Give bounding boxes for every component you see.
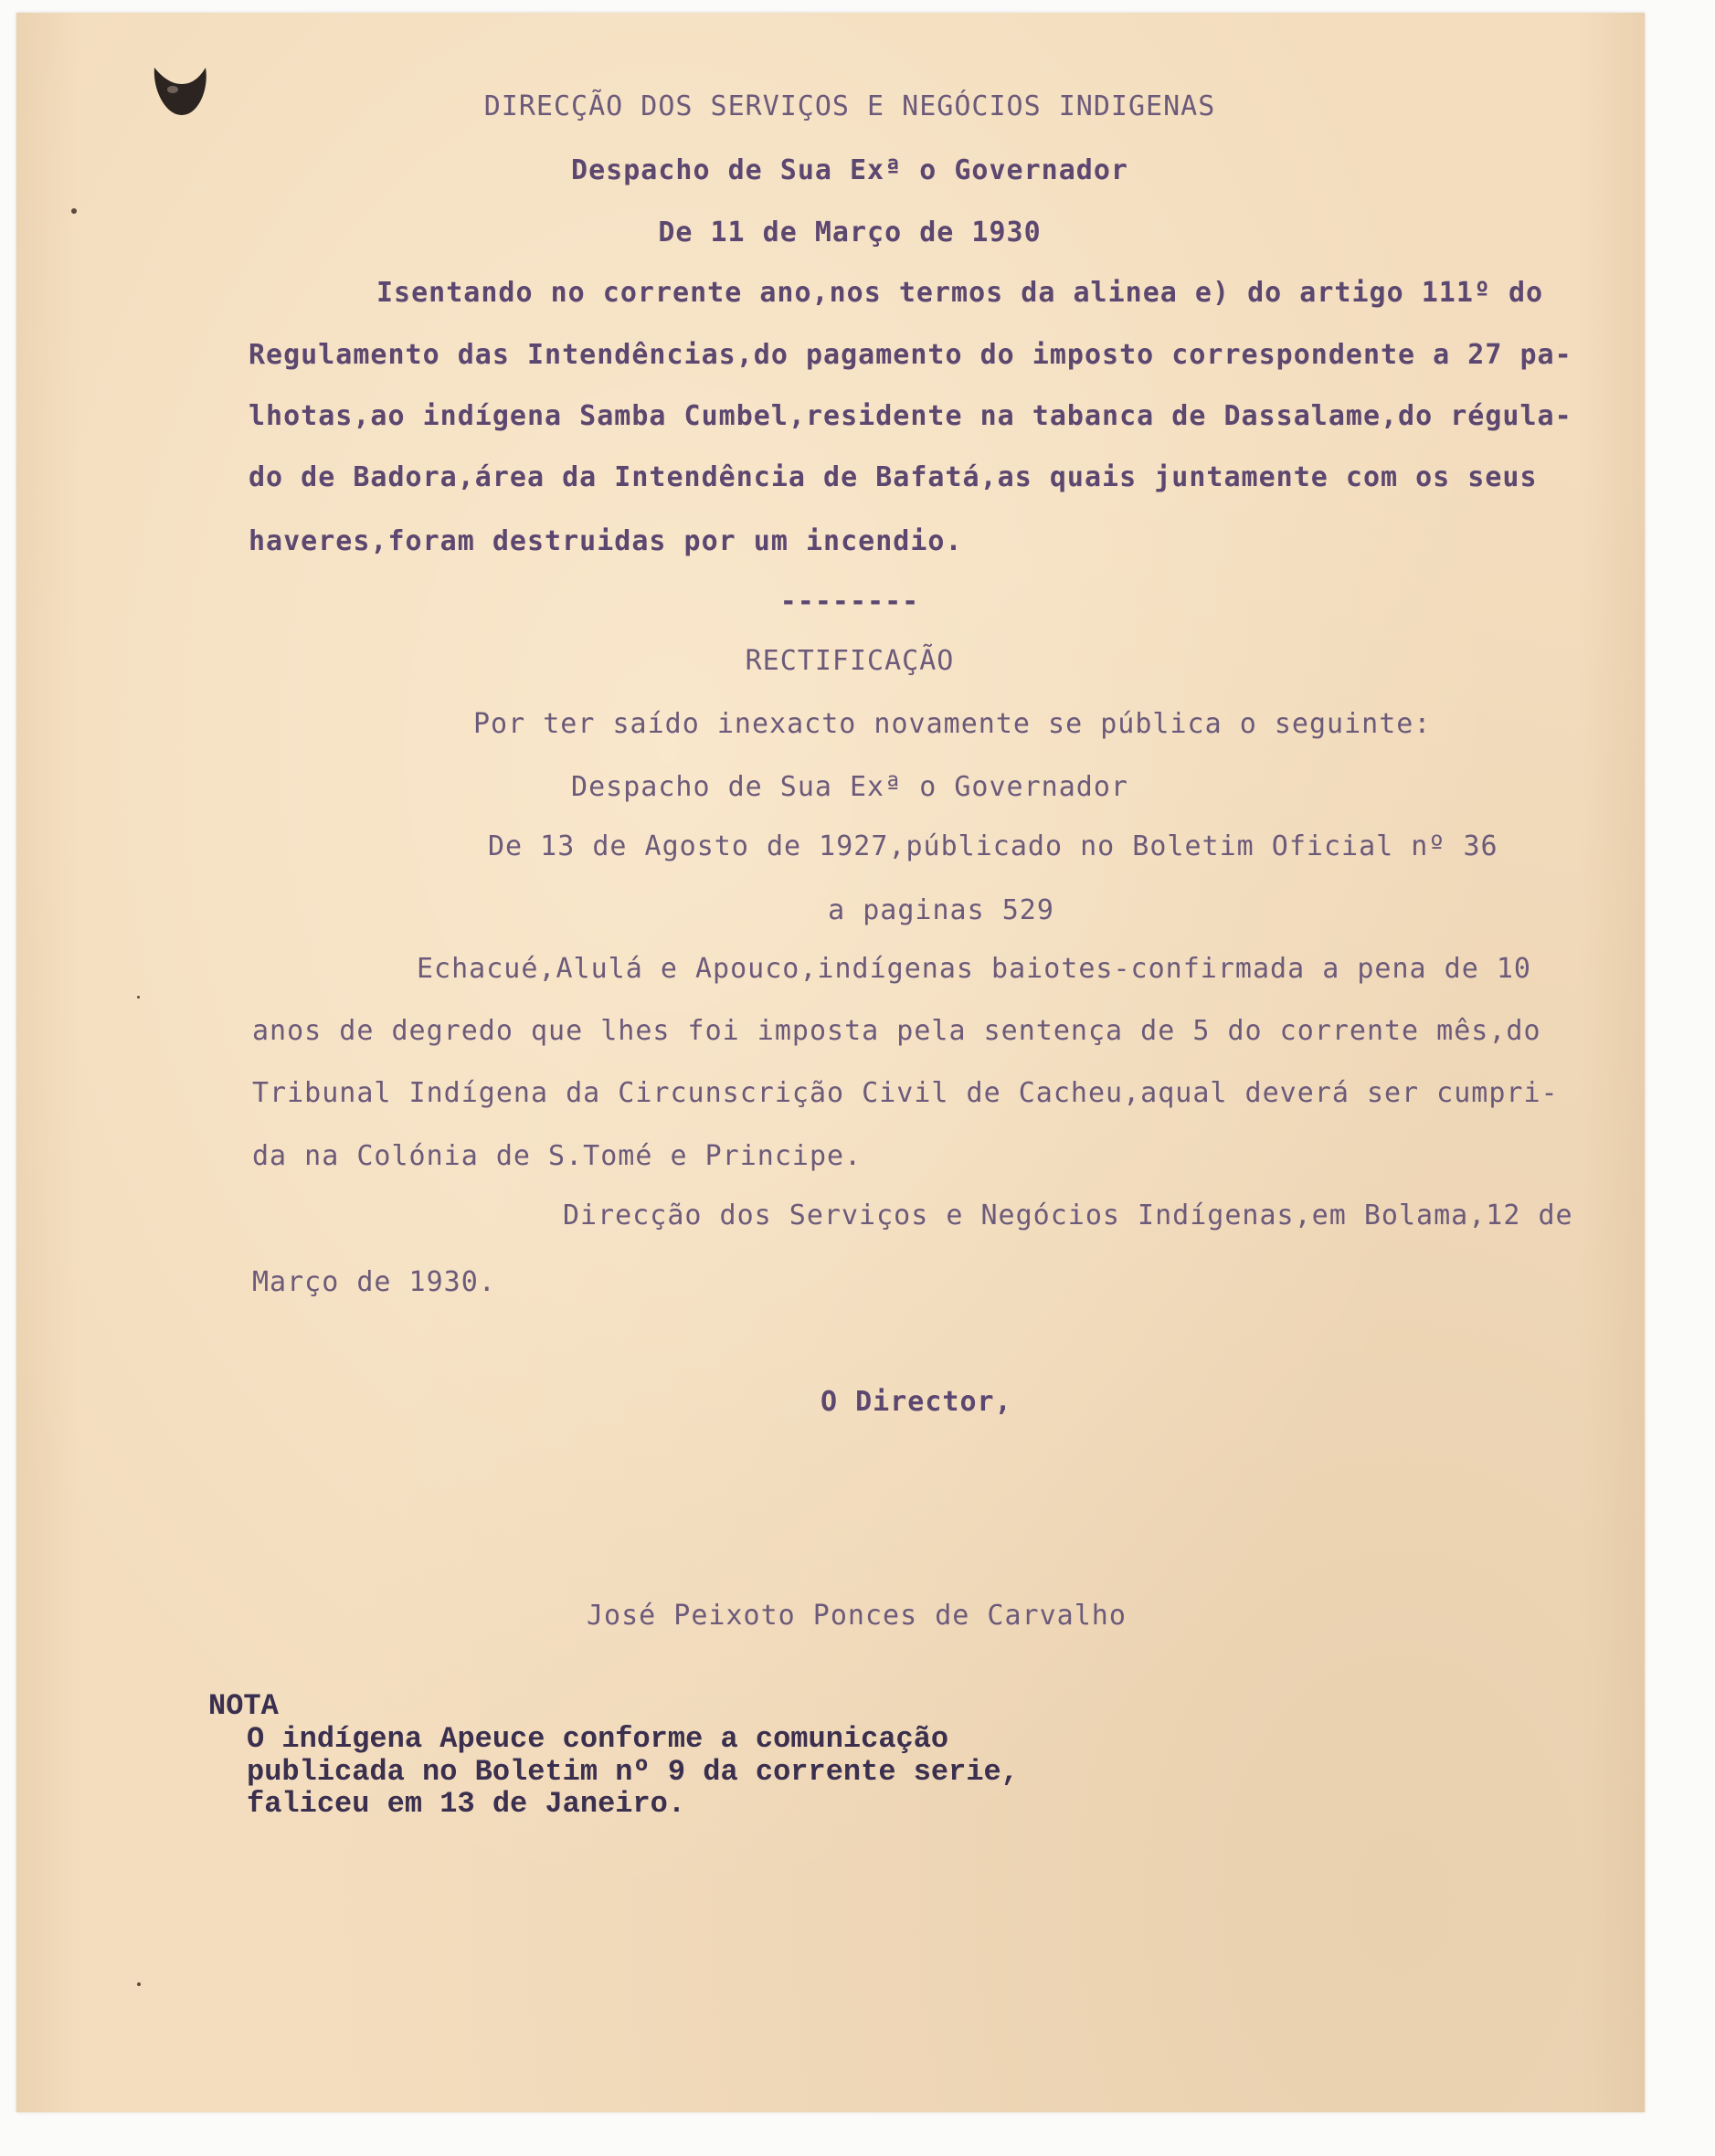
nota-label: NOTA [208, 1689, 279, 1723]
ink-speck [71, 208, 77, 214]
body-line: da na Colónia de S.Tomé e Principe. [252, 1140, 863, 1172]
body-line: lhotas,ao indígena Samba Cumbel,residente na tabanca de Dassalame,do régula- [249, 400, 1572, 432]
body-line: haveres,foram destruidas por um incendio. [249, 525, 963, 557]
body-line: Tribunal Indígena da Circunscrição Civil de Cacheu,aqual deverá ser cumpri- [252, 1077, 1559, 1109]
rectificacao-pages-line: a paginas 529 [828, 894, 1054, 926]
place-date-line: Março de 1930. [252, 1266, 496, 1298]
separator-dashes: -------- [779, 586, 920, 618]
nota-line: publicada no Boletim nº 9 da corrente serie, [247, 1755, 1019, 1789]
rectificacao-title: RECTIFICAÇÃO [745, 645, 955, 677]
body-line: Isentando no corrente ano,nos termos da alinea e) do artigo 111º do [376, 277, 1544, 309]
nota-line: O indígena Apeuce conforme a comunicação [247, 1722, 949, 1756]
rectificacao-despacho-title: Despacho de Sua Exª o Governador [571, 771, 1128, 803]
despacho-heading: Despacho de Sua Exª o Governador [571, 154, 1128, 186]
place-date-line: Direcção dos Serviços e Negócios Indígenas,em Bolama,12 de [563, 1200, 1573, 1231]
nota-line: faliceu em 13 de Janeiro. [247, 1787, 686, 1821]
punch-hole-icon [149, 62, 213, 122]
body-line: Regulamento das Intendências,do pagamento do imposto correspondente a 27 pa- [249, 339, 1572, 371]
rectificacao-intro: Por ter saído inexacto novamente se pública o seguinte: [473, 708, 1432, 740]
signature-role: O Director, [820, 1386, 1012, 1418]
rectificacao-date-line: De 13 de Agosto de 1927,públicado no Boletim Oficial nº 36 [488, 830, 1498, 862]
signature-name: José Peixoto Ponces de Carvalho [587, 1600, 1127, 1632]
body-line: anos de degredo que lhes foi imposta pela sentença de 5 do corrente mês,do [252, 1015, 1541, 1047]
ink-speck [137, 996, 140, 999]
body-line: Echacué,Alulá e Apouco,indígenas baiotes-confirmada a pena de 10 [417, 953, 1531, 985]
body-line: do de Badora,área da Intendência de Bafatá,as quais juntamente com os seus [249, 461, 1538, 493]
ink-speck [137, 1982, 141, 1986]
office-heading: DIRECÇÃO DOS SERVIÇOS E NEGÓCIOS INDIGENAS [483, 90, 1216, 122]
despacho-date: De 11 de Março de 1930 [658, 217, 1042, 248]
